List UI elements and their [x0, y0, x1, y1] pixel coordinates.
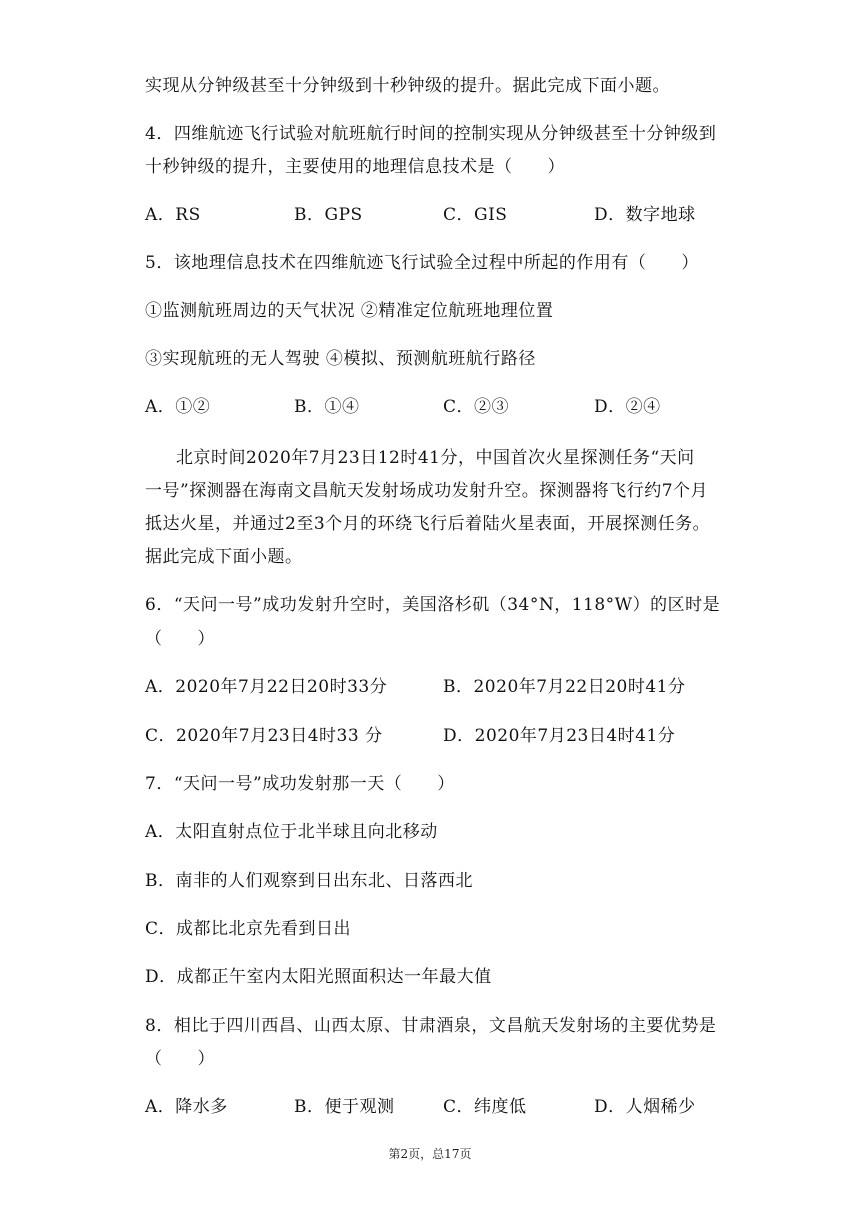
question-6-option-c: C．2020年7月23日4时33 分 — [145, 726, 383, 746]
question-8-option-a: A．降水多 — [145, 1097, 228, 1117]
passage-intro-tail: 实现从分钟级甚至十分钟级到十秒钟级的提升。据此完成下面小题。 — [145, 76, 670, 96]
question-4-option-a: A．RS — [145, 205, 201, 225]
question-7-stem: 7．“天问一号”成功发射那一天（ ） — [145, 774, 455, 794]
question-5-stem: 5．该地理信息技术在四维航迹飞行试验全过程中所起的作用有（ ） — [145, 253, 699, 273]
question-6-option-a: A．2020年7月22日20时33分 — [145, 677, 388, 697]
question-6-option-b: B．2020年7月22日20时41分 — [443, 677, 686, 697]
passage-2-line-4: 据此完成下面小题。 — [145, 547, 303, 567]
question-6-stem-cont: （ ） — [145, 629, 215, 649]
question-5-option-d: D．②④ — [594, 397, 661, 417]
question-5-items-1: ①监测航班周边的天气状况 ②精准定位航班地理位置 — [145, 301, 554, 321]
question-6-option-d: D．2020年7月23日4时41分 — [443, 726, 676, 746]
page-footer: 第2页，总17页 — [388, 1147, 472, 1161]
question-8-option-b: B．便于观测 — [294, 1097, 395, 1117]
question-4-stem: 4．四维航迹飞行试验对航班航行时间的控制实现从分钟级甚至十分钟级到 — [145, 124, 717, 144]
question-5-option-c: C．②③ — [443, 397, 510, 417]
question-4-option-c: C．GIS — [443, 205, 508, 225]
passage-2-line-3: 抵达火星，并通过2至3个月的环绕飞行后着陆火星表面，开展探测任务。 — [145, 514, 711, 534]
question-5-option-b: B．①④ — [294, 397, 360, 417]
question-7-option-c: C．成都比北京先看到日出 — [145, 919, 352, 939]
question-4-option-b: B．GPS — [294, 205, 363, 225]
question-7-option-b: B．南非的人们观察到日出东北、日落西北 — [145, 871, 473, 891]
question-4-stem-cont: 十秒钟级的提升，主要使用的地理信息技术是（ ） — [145, 157, 565, 177]
question-8-stem: 8．相比于四川西昌、山西太原、甘肃酒泉，文昌航天发射场的主要优势是 — [145, 1016, 717, 1036]
passage-2-line-1: 北京时间2020年7月23日12时41分，中国首次火星探测任务“天问 — [176, 448, 695, 468]
question-8-option-c: C．纬度低 — [443, 1097, 527, 1117]
question-7-option-d: D．成都正午室内太阳光照面积达一年最大值 — [145, 967, 492, 987]
question-7-option-a: A．太阳直射点位于北半球且向北移动 — [145, 822, 438, 842]
question-4-option-d: D．数字地球 — [594, 205, 696, 225]
question-6-stem: 6．“天问一号”成功发射升空时，美国洛杉矶（34°N，118°W）的区时是 — [145, 595, 721, 615]
question-5-option-a: A．①② — [145, 397, 211, 417]
question-8-option-d: D．人烟稀少 — [594, 1097, 696, 1117]
passage-2-line-2: 一号”探测器在海南文昌航天发射场成功发射升空。探测器将飞行约7个月 — [145, 481, 709, 501]
question-5-items-2: ③实现航班的无人驾驶 ④模拟、预测航班航行路径 — [145, 349, 536, 369]
question-8-stem-cont: （ ） — [145, 1049, 215, 1069]
